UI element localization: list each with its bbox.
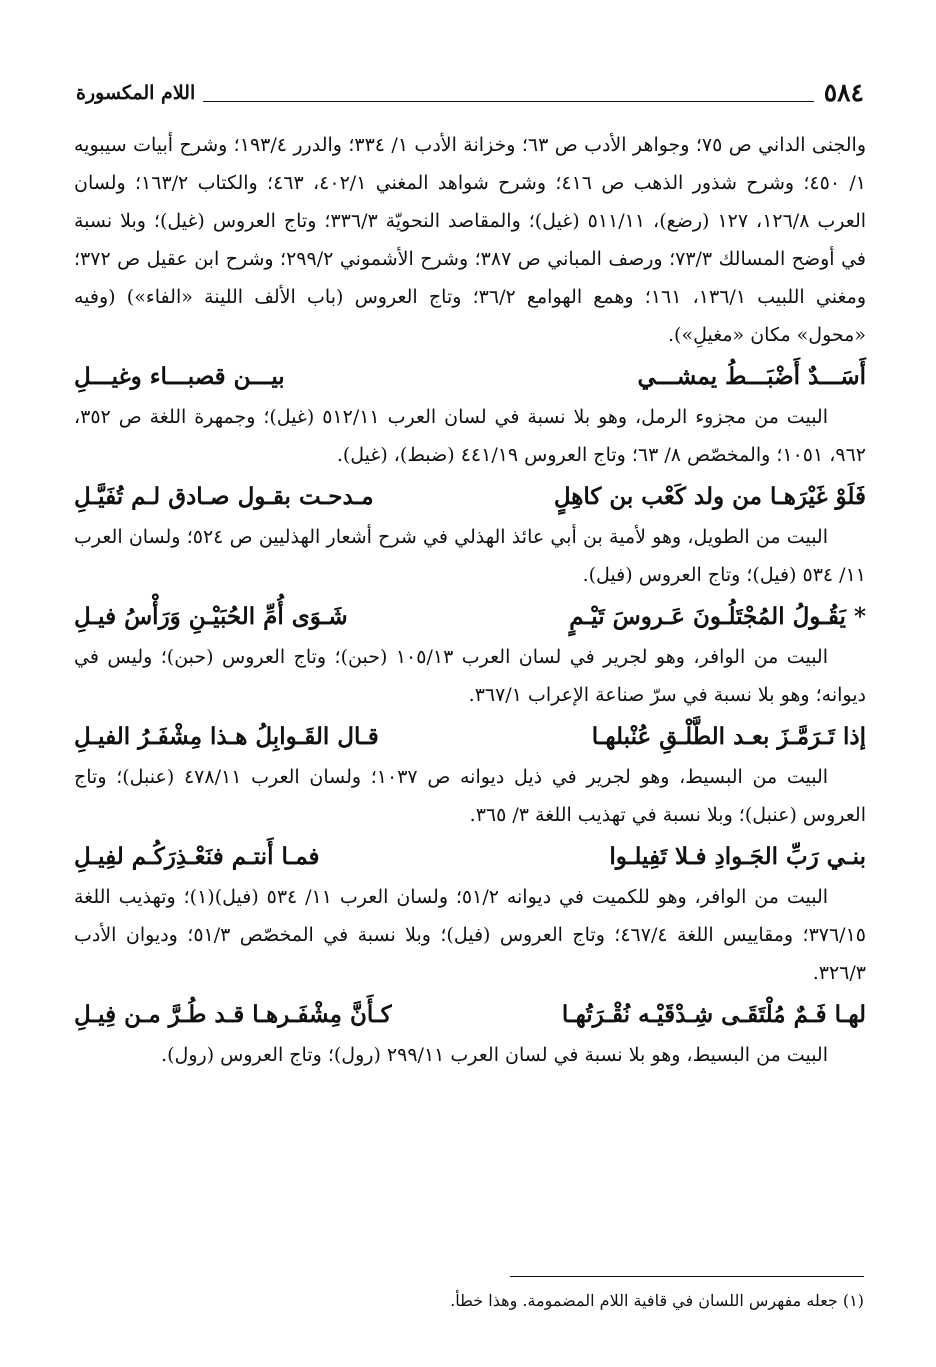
verse-note: البيت من البسيط، وهو لجرير في ذيل ديوانه ص ١٠٣٧؛ ولسان العرب ٤٧٨/١١ (عنبل)؛ وتاج العروس (عنبل)؛ وبلا نسبة في تهذيب اللغة ٣/ ٣٦٥. bbox=[74, 766, 866, 826]
verse-first-hemistich: أَسَـــدٌ أَضْبَـــطُ يمشـــي bbox=[637, 363, 866, 390]
verse-second-hemistich: فمـا أَنتـم فنَعْـذِرَكُـم لفِيـلِ bbox=[74, 843, 320, 870]
verse-entry bbox=[74, 356, 866, 474]
header-rule bbox=[203, 101, 813, 102]
verse-note: البيت من الوافر، وهو للكميت في ديوانه ٥١/٢؛ ولسان العرب ١١/ ٥٣٤ (فيل)(١)؛ وتهذيب اللغة ٣٧٦/١٥؛ ومقاييس اللغة ٤٦٧/٤؛ وتاج العروس (فيل)؛ وبلا نسبة في المخصّص ٥١/٣؛ وديوان الأدب ٣٢٦/٣. bbox=[74, 886, 866, 984]
verse-line bbox=[74, 994, 866, 1036]
verse-first-hemistich: إذا تَـرَمَّـزَ بعـد الطَّلْـقِ عُنْبلهـا bbox=[591, 723, 866, 750]
verse-second-hemistich: قـال القَـوابِلُ هـذا مِشْفَـرُ الفيـلِ bbox=[74, 723, 379, 750]
verse-note: البيت من مجزوء الرمل، وهو بلا نسبة في لسان العرب ٥١٢/١١ (غيل)؛ وجمهرة اللغة ص ٣٥٢، ٩٦٢، ١٠٥١؛ والمخصّص ٨/ ٦٣؛ وتاج العروس ٤٤١/١٩ (ضبط)، (غيل). bbox=[74, 406, 866, 466]
verse-entry bbox=[74, 476, 866, 594]
page-header bbox=[76, 72, 864, 108]
verse-entry bbox=[74, 596, 866, 714]
verse-second-hemistich: شَـوَى أُمِّ الحُبَيْـنِ وَرَأْسُ فيـلِ bbox=[74, 603, 348, 630]
verse-line bbox=[74, 356, 866, 398]
verse-line bbox=[74, 716, 866, 758]
page-body bbox=[74, 126, 866, 1074]
page-number: ٥٨٤ bbox=[823, 78, 864, 107]
verse-first-hemistich: بنـي رَبِّ الجَـوادِ فـلا تَفِيلـوا bbox=[609, 843, 866, 870]
running-title: اللام المكسورة bbox=[76, 82, 196, 104]
verse-line bbox=[74, 836, 866, 878]
verse-note: البيت من البسيط، وهو بلا نسبة في لسان العرب ٢٩٩/١١ (رول)؛ وتاج العروس (رول). bbox=[161, 1044, 828, 1066]
verse-second-hemistich: مـدحـت بقـول صـادق لـم تُفَيَّـلِ bbox=[74, 483, 374, 510]
verse-second-hemistich: بيـــن قصبـــاء وغيـــلِ bbox=[74, 363, 285, 390]
verse-entry bbox=[74, 836, 866, 992]
verse-note: البيت من الوافر، وهو لجرير في لسان العرب ١٠٥/١٣ (حبن)؛ وتاج العروس (حبن)؛ وليس في ديوانه؛ وهو بلا نسبة في سرّ صناعة الإعراب ٣٦٧/١. bbox=[74, 646, 866, 706]
intro-paragraph: والجنى الداني ص ٧٥؛ وجواهر الأدب ص ٦٣؛ وخزانة الأدب ١/ ٣٣٤؛ والدرر ١٩٣/٤؛ وشرح أبيات سيبويه ١/ ٤٥٠؛ وشرح شذور الذهب ص ٤١٦؛ وشرح شواهد المغني ٤٠٢/١، ٤٦٣؛ والكتاب ١٦٣/٢؛ ولسان العرب ١٢٦/٨، ١٢٧ (رضع)، ٥١١/١١ (غيل)؛ والمقاصد النحويّة ٣٣٦/٣؛ وتاج العروس (غيل)؛ وبلا نسبة في أوضح المسالك ٧٣/٣؛ ورصف المباني ص ٣٨٧؛ وشرح الأشموني ٢٩٩/٢؛ وشرح ابن عقيل ص ٣٧٢؛ ومغني اللبيب ١٣٦/١، ١٦١؛ وهمع الهوامع ٣٦/٢؛ وتاج العروس (باب الألف اللينة «الفاء») (وفيه «محول» مكان «مغيلِ»). bbox=[74, 134, 867, 346]
footnote: (١) جعله مفهرس اللسان في قافية اللام المضمومة. وهذا خطأ. bbox=[450, 1291, 864, 1310]
verse-second-hemistich: كـأَنَّ مِشْفَـرهـا قـد طُـرَّ مـن فِيـلِ bbox=[74, 1001, 392, 1028]
verse-first-hemistich: فَلَوْ غَيْرَهـا من ولد كَعْب بن كاهِلٍ bbox=[553, 483, 866, 510]
verse-first-hemistich: لهـا فَـمٌ مُلْتَقَـى شِـدْقَيْـه نُقْـرَتُهـا bbox=[561, 1001, 866, 1028]
footnote-rule bbox=[510, 1276, 864, 1277]
verse-entry bbox=[74, 716, 866, 834]
verse-line bbox=[74, 596, 866, 638]
verse-entry bbox=[74, 994, 866, 1074]
verse-first-hemistich: * يَقُـولُ المُجْتَلُـونَ عَـروسَ تَيْـمٍ bbox=[569, 603, 866, 630]
verse-note: البيت من الطويل، وهو لأمية بن أبي عائذ الهذلي في شرح أشعار الهذليين ص ٥٢٤؛ ولسان العرب ١١/ ٥٣٤ (فيل)؛ وتاج العروس (فيل). bbox=[74, 526, 866, 586]
verse-line bbox=[74, 476, 866, 518]
